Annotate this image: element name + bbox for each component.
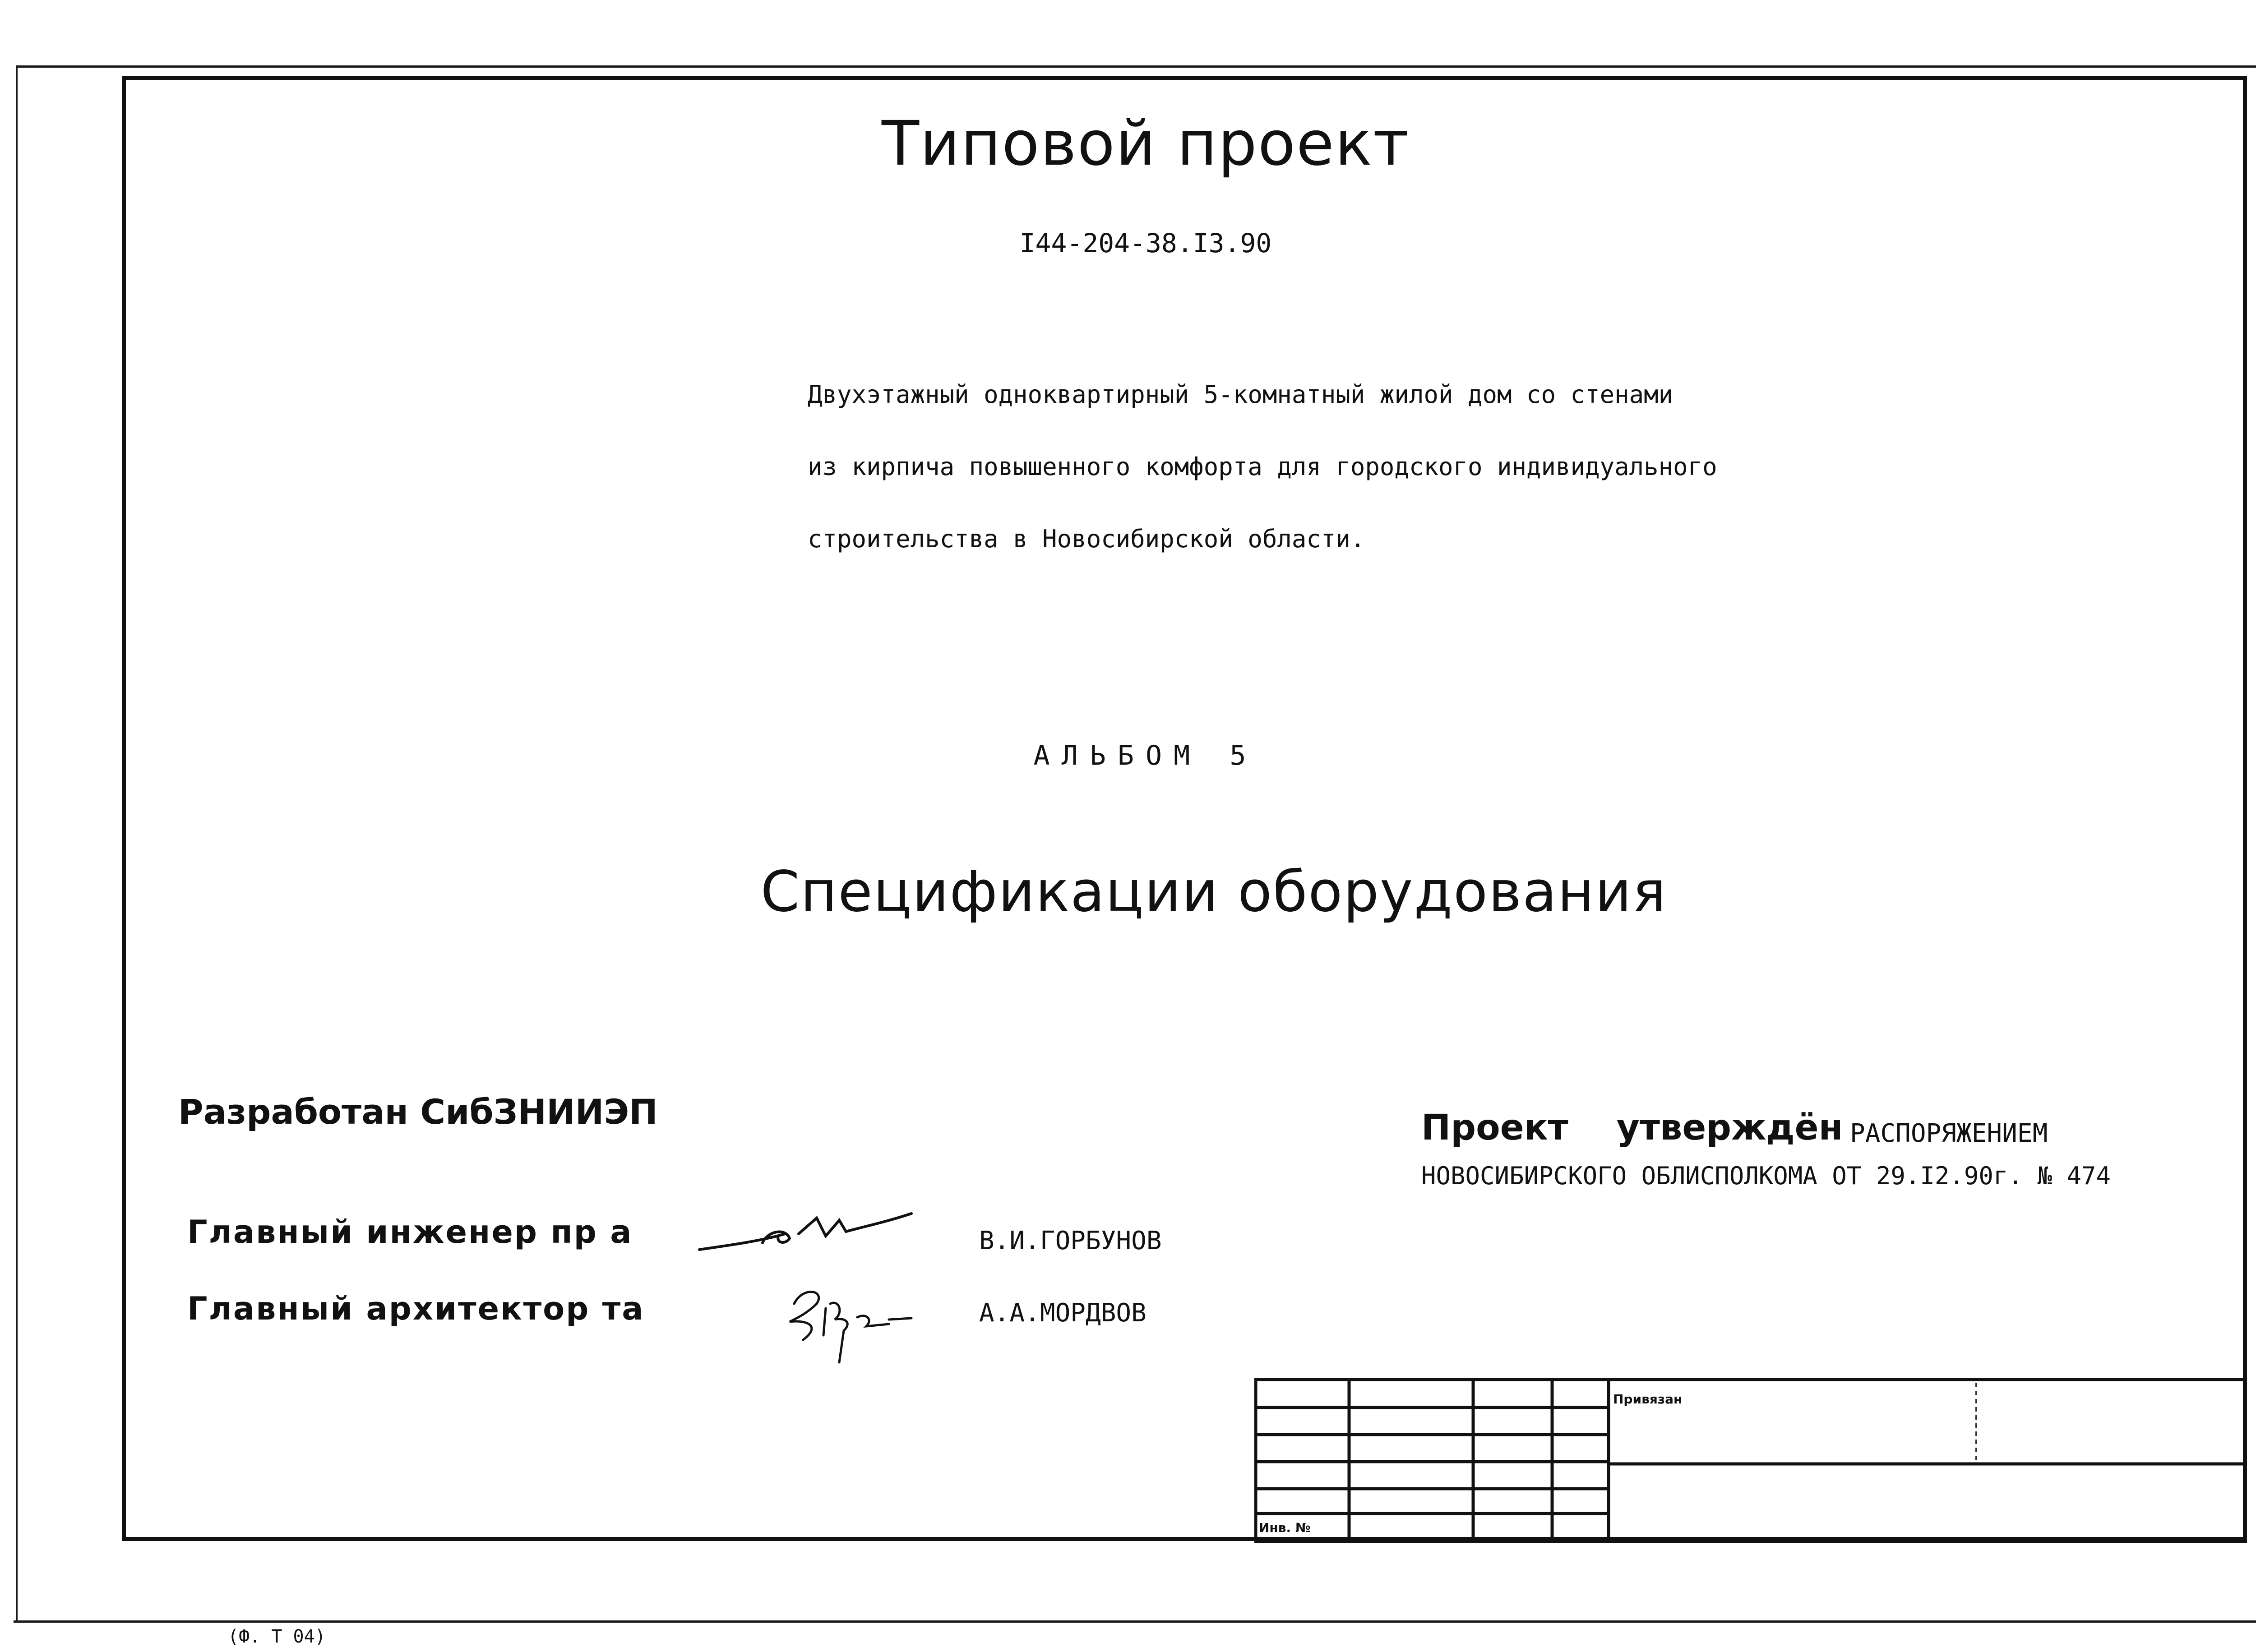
trim-line-bottom <box>14 1620 2256 1623</box>
chief-engineer-role: Главный инженер пр а <box>187 1214 633 1251</box>
chief-architect-role: Главный архитектор та <box>187 1290 645 1327</box>
description-line: из кирпича повышенного комфорта для городского индивидуального <box>808 452 1717 481</box>
album-label: АЛЬБОМ 5 <box>1033 740 1258 771</box>
footer-form-mark: (Ф. Т 04) <box>228 1626 326 1647</box>
stamp-table <box>1254 1378 2247 1543</box>
approval-by: РАСПОРЯЖЕНИЕМ <box>1850 1119 2048 1148</box>
approval-heading: Проект утверждён <box>1421 1107 1843 1148</box>
stamp-attached-label: Привязан <box>1613 1392 1683 1407</box>
description-line: строительства в Новосибирской области. <box>808 525 1365 553</box>
chief-architect-name: А.А.МОРДВОВ <box>979 1298 1146 1328</box>
page-title: Типовой проект <box>881 108 1410 180</box>
stamp-inventory-label: Инв. № <box>1259 1520 1311 1535</box>
description-line: Двухэтажный одноквартирный 5-комнатный жилой дом со стенами <box>808 380 1674 409</box>
signature-engineer <box>695 1200 920 1263</box>
trim-line-left <box>16 65 18 1622</box>
developer-line: Разработан СибЗНИИЭП <box>178 1092 658 1132</box>
approval-authority: НОВОСИБИРСКОГО ОБЛИСПОЛКОМА ОТ 29.I2.90г. № 474 <box>1421 1162 2111 1190</box>
trim-line-top <box>16 65 2256 68</box>
project-code: I44-204-38.I3.90 <box>1019 228 1272 258</box>
signature-architect <box>776 1277 925 1367</box>
album-title: Спецификации оборудования <box>760 859 1667 924</box>
chief-engineer-name: В.И.ГОРБУНОВ <box>979 1226 1162 1255</box>
project-description <box>808 341 1891 593</box>
